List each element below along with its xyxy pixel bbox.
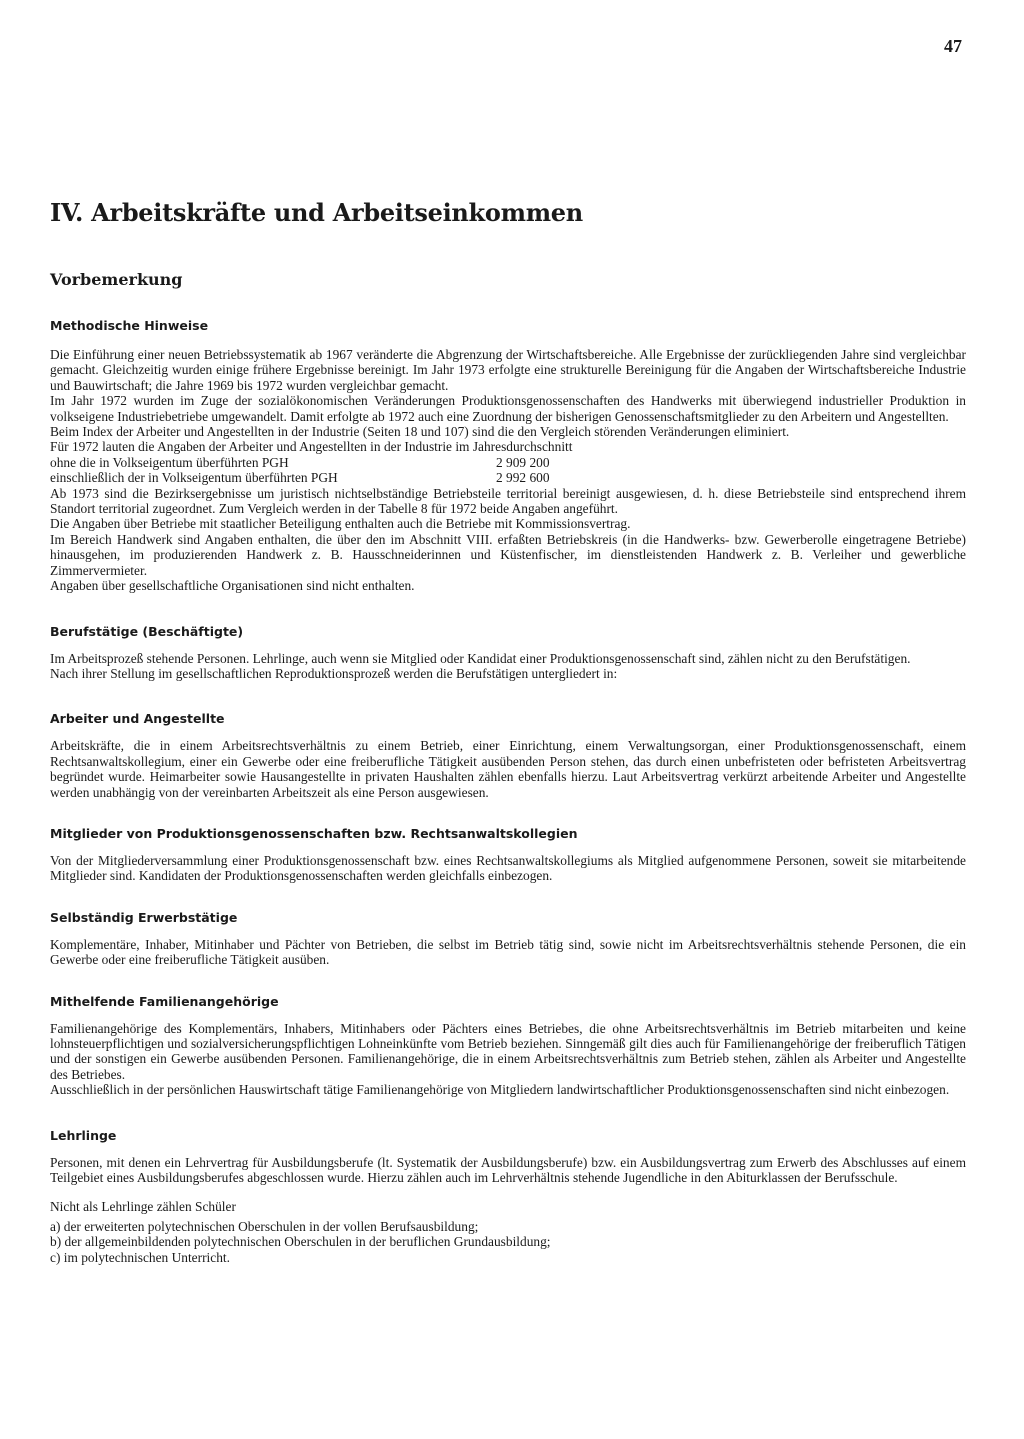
section-mitglieder [50,826,966,884]
subsection-heading: Methodische Hinweise [50,318,209,333]
figure-label: ohne die in Volkseigentum überführten PGH [50,454,289,470]
paragraph: Im Bereich Handwerk sind Angaben enthalten, die über den im Abschnitt VIII. erfaßten Betriebskreis (in die Handwerks- bzw. Gewerberolle eingetragene Betriebe) hinausgehen, im produzierenden Handwerk z. B. Hausschneiderinnen und Küstenfischer, im dienstleistenden Handwerk z. B. Verleiher und gewerbliche Zimmervermieter. [50,531,966,578]
list-item: b) der allgemeinbildenden polytechnischen Oberschulen in der beruflichen Grundausbildung; [50,1234,551,1250]
paragraph: Ab 1973 sind die Bezirksergebnisse um juristisch nichtselbständige Betriebsteile territorial bereinigt ausgewiesen, d. h. diese Betriebsteile sind entsprechend ihrem Standort territorial zugeordnet. Zum Vergleich werden in der Tabelle 8 für 1972 beide Angaben angeführt. [50,485,966,517]
exclusion-list [50,1219,966,1265]
paragraph: Familienangehörige des Komplementärs, Inhabers, Mitinhabers oder Pächters eines Betriebes, die ohne Arbeitsrechtsverhältnis im Betrieb mitarbeiten und keine lohnsteuerpflichtigen und sozialversicherungspflichtigen Lohneinkünfte vom Betrieb beziehen. Sinngemäß gilt dies auch für Familienangehörige der freiberuflich Tätigen und der sonstigen ein Gewerbe ausübenden Personen. Familienangehörige, die in einem Arbeitsrechtsverhältnis zum Betrieb stehen, zählen als Arbeiter und Angestellte des Betriebes. [50,1020,966,1082]
paragraph: Nicht als Lehrlinge zählen Schüler [50,1199,236,1215]
paragraph: Für 1972 lauten die Angaben der Arbeiter und Angestellten in der Industrie im Jahresdurchschnitt [50,439,573,455]
paragraph: Komplementäre, Inhaber, Mitinhaber und Pächter von Betrieben, die selbst im Betrieb tätig sind, sowie nicht im Arbeitsrechtsverhältnis stehende Personen, die ein Gewerbe oder eine freiberufliche Tätigkeit ausüben. [50,936,966,968]
list-item: c) im polytechnischen Unterricht. [50,1249,230,1265]
subsection-heading: Selbständig Erwerbstätige [50,909,238,925]
subsection-heading: Berufstätige (Beschäftigte) [50,623,244,639]
section-methodische-hinweise [50,318,966,594]
section-lehrlinge [50,1128,966,1265]
section-arbeiter-angestellte [50,711,966,800]
figure-value: 2 992 600 [496,470,550,486]
subsection-heading: Arbeiter und Angestellte [50,711,225,727]
paragraph: Die Einführung einer neuen Betriebssystematik ab 1967 veränderte die Abgrenzung der Wirtschaftsbereiche. Alle Ergebnisse der zurückliegenden Jahre sind vergleichbar gemacht. Gleichzeitig wurden einige frühere Ergebnisse bereinigt. Im Jahr 1973 erfolgte eine strukturelle Bereinigung für die Angaben der Wirtschaftsbereiche Industrie und Bauwirtschaft; die Jahre 1969 bis 1972 wurden vergleichbar gemacht. [50,347,966,393]
paragraph: Im Jahr 1972 wurden im Zuge der sozialökonomischen Veränderungen Produktionsgenossenschaften des Handwerks mit überwiegend industrieller Produktion in volkseigene Industriebetriebe umgewandelt. Damit erfolgte ab 1972 auch eine Zuordnung der bisherigen Genossenschaftsmitglieder zu den Arbeitern und Angestellten. [50,393,966,424]
figure-value: 2 909 200 [496,454,550,470]
subsection-heading: Mitglieder von Produktionsgenossenschaften bzw. Rechtsanwaltskollegien [50,825,578,841]
list-item: a) der erweiterten polytechnischen Oberschulen in der vollen Berufsausbildung; [50,1218,479,1234]
subsection-heading: Mithelfende Familienangehörige [50,993,279,1009]
paragraph: Ausschließlich in der persönlichen Hauswirtschaft tätige Familienangehörige von Mitgliedern landwirtschaftlicher Produktionsgenossenschaften sind nicht einbezogen. [50,1082,950,1098]
paragraph: Die Angaben über Betriebe mit staatlicher Beteiligung enthalten auch die Betriebe mit Kommissionsvertrag. [50,516,631,532]
paragraph: Von der Mitgliederversammlung einer Produktionsgenossenschaft bzw. eines Rechtsanwaltskollegiums als Mitglied aufgenommene Personen, soweit sie mitarbeitende Mitglieder sind. Kandidaten der Produktionsgenossenschaften werden gleichfalls einbezogen. [50,852,966,884]
section-berufstaetige [50,624,966,682]
paragraph: Beim Index der Arbeiter und Angestellten in der Industrie (Seiten 18 und 107) sind die den Vergleich störenden Veränderungen eliminiert. [50,424,790,440]
figure-row [50,455,966,470]
figure-label: einschließlich der in Volkseigentum überführten PGH [50,470,338,486]
paragraph: Nach ihrer Stellung im gesellschaftlichen Reproduktionsprozeß werden die Berufstätigen untergliedert in: [50,665,618,681]
document-body [50,318,966,1289]
paragraph: Personen, mit denen ein Lehrvertrag für Ausbildungsberufe (lt. Systematik der Ausbildungsberufe) bzw. ein Ausbildungsvertrag zum Erwerb des Abschlusses auf einem Teilgebiet eines Ausbildungsberufes abgeschlossen wurde. Hierzu zählen auch im Lehrverhältnis stehende Jugendliche in den Abiturklassen der Berufsschule. [50,1154,966,1185]
paragraph: Im Arbeitsprozeß stehende Personen. Lehrlinge, auch wenn sie Mitglied oder Kandidat einer Produktionsgenossenschaft sind, zählen nicht zu den Berufstätigen. [50,650,911,666]
chapter-title: IV. Arbeitskräfte und Arbeitseinkommen [50,198,583,227]
paragraph: Arbeitskräfte, die in einem Arbeitsrechtsverhältnis zu einem Betrieb, einer Einrichtung, einem Verwaltungsorgan, einer Produktionsgenossenschaft, einem Rechtsanwaltskollegium, einer ein Gewerbe oder eine freiberufliche Tätigkeit ausübenden Person stehen, das durch einen unbefristeten oder befristeten Arbeitsvertrag begründet wurde. Heimarbeiter sowie Hausangestellte in privaten Haushalten zählen ebenfalls hierzu. Laut Arbeitsvertrag verkürzt arbeitende Arbeiter und Angestellte werden unabhängig von der vereinbarten Arbeitszeit als eine Person ausgewiesen. [50,738,966,800]
subsection-heading: Lehrlinge [50,1127,117,1143]
section-title: Vorbemerkung [50,270,183,289]
figure-row [50,470,966,485]
paragraph: Angaben über gesellschaftliche Organisationen sind nicht enthalten. [50,578,415,594]
section-mithelfende [50,994,966,1098]
section-selbstaendig [50,910,966,968]
page-number: 47 [944,36,962,56]
